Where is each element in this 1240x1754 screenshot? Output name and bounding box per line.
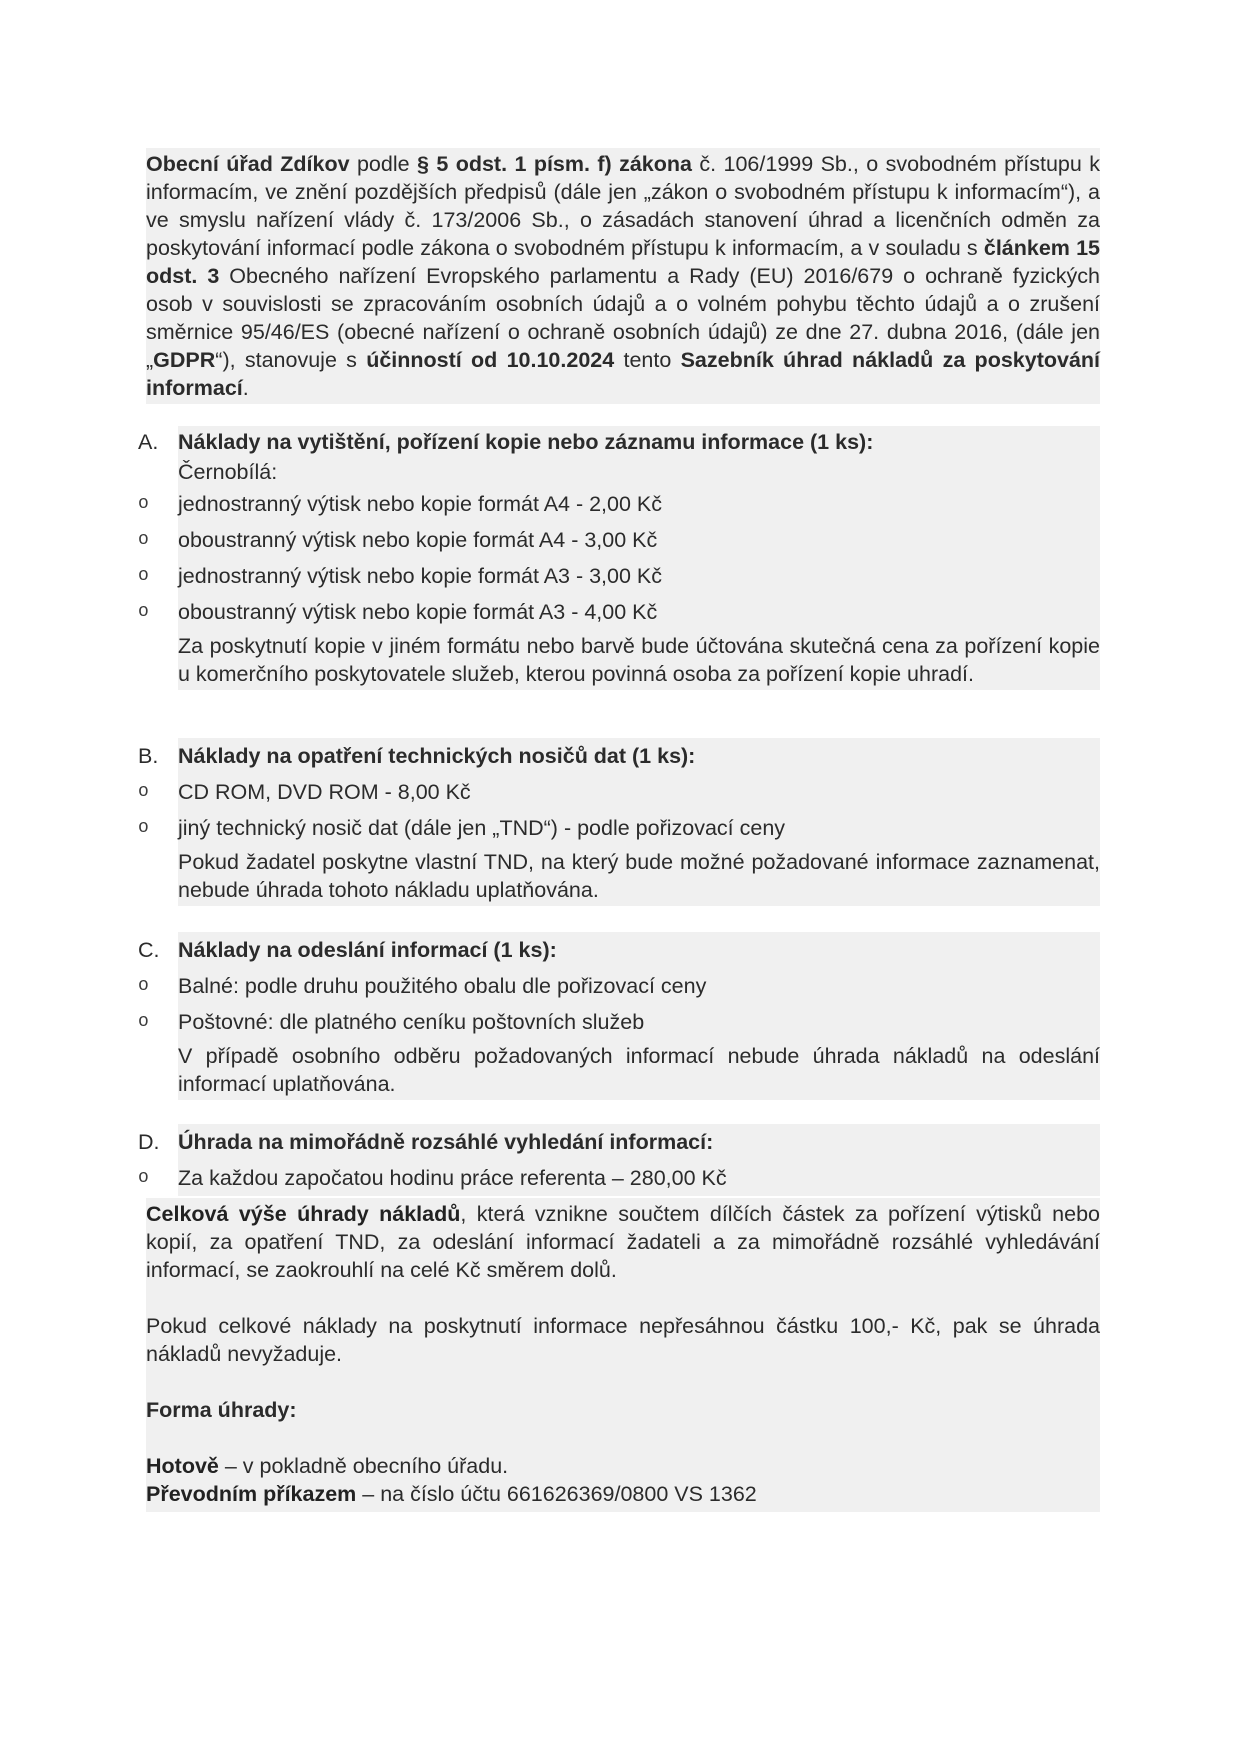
list-item <box>138 486 1100 522</box>
payment-transfer <box>146 1480 1100 1508</box>
list-item-text: CD ROM, DVD ROM - 8,00 Kč <box>178 774 1100 810</box>
section-a <box>138 426 1100 690</box>
total-paragraph <box>146 1200 1100 1284</box>
intro-part: článkem 15 odst. 3 <box>146 236 1100 288</box>
threshold-paragraph: Pokud celkové náklady na poskytnutí informace nepřesáhnou částku 100,- Kč, pak se úhrada nákladů nevyžaduje. <box>146 1314 1100 1366</box>
bullet-icon: o <box>138 782 149 802</box>
list-item-text: jiný technický nosič dat (dále jen „TND“) - podle pořizovací ceny <box>178 810 1100 846</box>
section-d <box>138 1124 1100 1196</box>
intro-part: Obecní úřad Zdíkov <box>146 152 350 176</box>
transfer-bold: Převodním příkazem <box>146 1482 357 1506</box>
section-heading: Úhrada na mimořádně rozsáhlé vyhledání informací: <box>178 1124 1100 1160</box>
section-letter: C. <box>138 938 160 962</box>
payment-cash <box>146 1452 1100 1480</box>
closing-block <box>146 1198 1100 1512</box>
section-heading: Náklady na odeslání informací (1 ks): <box>178 932 1100 968</box>
intro-part: účinností od 10.10.2024 <box>366 348 615 372</box>
list-item-text: jednostranný výtisk nebo kopie formát A3 - 3,00 Kč <box>178 558 1100 594</box>
section-c <box>138 932 1100 1100</box>
list-item <box>138 594 1100 630</box>
bullet-icon: o <box>138 530 149 550</box>
list-item <box>138 522 1100 558</box>
bullet-icon: o <box>138 1012 149 1032</box>
intro-part: č. 106/1999 Sb., o svobodném přístupu k informacím, ve znění pozdějších předpisů (dále jen „zákon o svobodném přístupu k informacím“), a ve smyslu nařízení vlády č. 173/2006 Sb., o zásadách stanovení úhrad a licenčních odměn za poskytování informací podle zákona o svobodném přístupu k informacím, a v souladu s <box>146 152 1100 260</box>
section-heading-row <box>138 932 1100 968</box>
bullet-icon: o <box>138 602 149 622</box>
bullet-icon: o <box>138 818 149 838</box>
total-bold: Celková výše úhrady nákladů <box>146 1202 461 1226</box>
payment-heading: Forma úhrady: <box>146 1398 297 1422</box>
section-heading: Náklady na opatření technických nosičů dat (1 ks): <box>178 738 1100 774</box>
intro-part: podle <box>349 152 417 176</box>
spacer <box>146 1284 1100 1312</box>
subheading-row <box>146 458 1100 486</box>
list-item <box>138 810 1100 846</box>
intro-part: Sazebník úhrad nákladů za poskytování informací <box>146 348 1101 400</box>
section-letter: B. <box>138 744 159 768</box>
transfer-text: – na číslo účtu 661626369/0800 VS 1362 <box>356 1482 757 1506</box>
list-item <box>138 1160 1100 1196</box>
section-note: Pokud žadatel poskytne vlastní TND, na který bude možné požadované informace zaznamenat, nebude úhrada tohoto nákladu uplatňována. <box>178 846 1100 906</box>
list-item-text: oboustranný výtisk nebo kopie formát A4 - 3,00 Kč <box>178 522 1100 558</box>
spacer <box>146 1368 1100 1396</box>
list-item <box>138 774 1100 810</box>
intro-part: § 5 odst. 1 písm. f) zákona <box>416 152 692 176</box>
list-item <box>138 968 1100 1004</box>
section-letter: A. <box>138 430 159 454</box>
list-item-text: Balné: podle druhu použitého obalu dle pořizovací ceny <box>178 968 1100 1004</box>
bullet-icon: o <box>138 1168 149 1188</box>
section-note: Za poskytnutí kopie v jiném formátu nebo barvě bude účtována skutečná cena za pořízení kopie u komerčního poskytovatele služeb, kterou povinná osoba za pořízení kopie uhradí. <box>178 630 1100 690</box>
bullet-icon: o <box>138 566 149 586</box>
list-item <box>138 1004 1100 1040</box>
intro-part: . <box>242 376 249 400</box>
bullet-icon: o <box>138 494 149 514</box>
section-heading: Náklady na vytištění, pořízení kopie nebo záznamu informace (1 ks): <box>178 426 1100 458</box>
section-b <box>138 738 1100 906</box>
section-note: V případě osobního odběru požadovaných informací nebude úhrada nákladů na odeslání informací uplatňována. <box>178 1040 1100 1100</box>
intro-part: tento <box>614 348 681 372</box>
list-item-text: jednostranný výtisk nebo kopie formát A4 - 2,00 Kč <box>178 486 1100 522</box>
intro-part: “), stanovuje s <box>215 348 367 372</box>
intro-part: GDPR <box>153 348 216 372</box>
total-text: , která vznikne součtem dílčích částek za pořízení výtisků nebo kopií, za opatření TND, za odeslání informací žadateli a za mimořádně rozsáhlé vyhledávání informací, se zaokrouhlí na celé Kč směrem dolů. <box>146 1202 1101 1282</box>
section-subheading: Černobílá: <box>178 458 1100 486</box>
section-heading-row <box>138 1124 1100 1160</box>
bullet-icon: o <box>138 976 149 996</box>
section-heading-row <box>138 426 1100 458</box>
list-item-text: Poštovné: dle platného ceníku poštovních služeb <box>178 1004 1100 1040</box>
section-heading-row <box>138 738 1100 774</box>
intro-part: Obecného nařízení Evropského parlamentu a Rady (EU) 2016/679 o ochraně fyzických osob v souvislosti se zpracováním osobních údajů a o volném pohybu těchto údajů a o zrušení směrnice 95/46/ES (obecné nařízení o ochraně osobních údajů) ze dne 27. dubna 2016, (dále jen „ <box>146 264 1100 372</box>
cash-text: – v pokladně obecního úřadu. <box>218 1454 509 1478</box>
intro-paragraph <box>146 148 1100 404</box>
section-letter: D. <box>138 1130 160 1154</box>
list-item-text: Za každou započatou hodinu práce referenta – 280,00 Kč <box>178 1160 1100 1196</box>
cash-bold: Hotově <box>146 1454 219 1478</box>
spacer <box>146 1424 1100 1452</box>
list-item-text: oboustranný výtisk nebo kopie formát A3 - 4,00 Kč <box>178 594 1100 630</box>
list-item <box>138 558 1100 594</box>
